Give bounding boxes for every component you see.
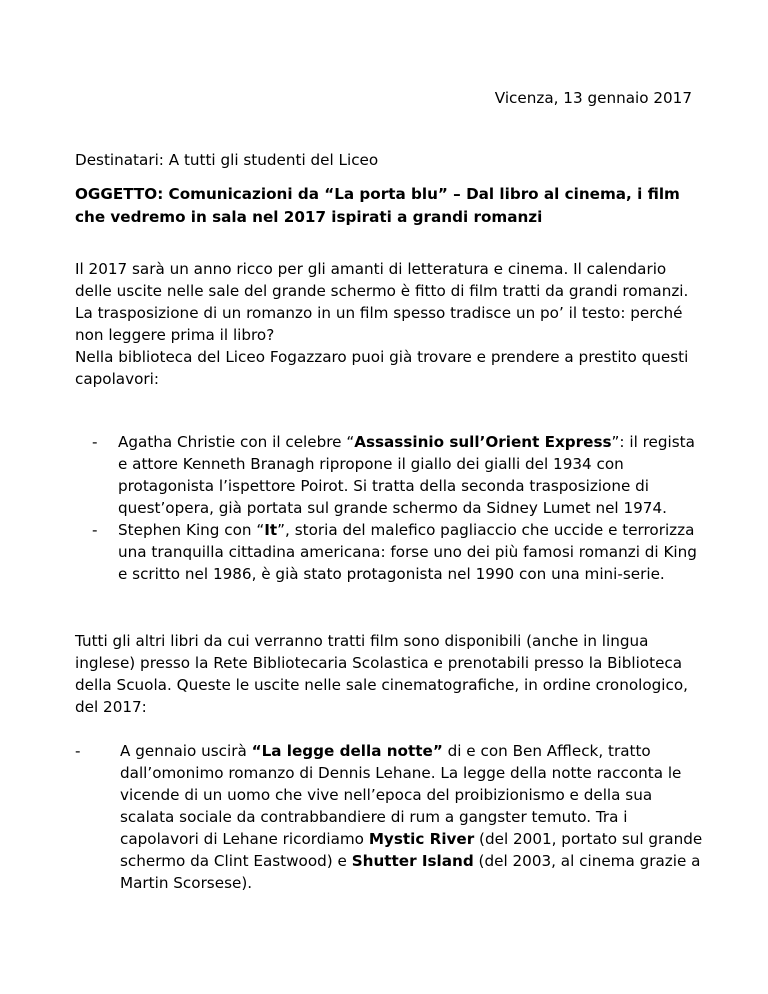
film-title: “La legge della notte” bbox=[251, 742, 443, 760]
list-item-text: A gennaio uscirà bbox=[120, 742, 252, 760]
book-title: Mystic River bbox=[368, 830, 475, 848]
list-item-text: di e con Ben Affleck, tratto dall’omonimo romanzo di Dennis Lehane. La legge della notte racconta le vicende di un uomo che vive nell’epoca del proibizionismo e della sua scalata sociale da contrabbandiere di rum a gangster temuto. Tra i capolavori di Lehane ricordiamo bbox=[120, 742, 682, 848]
list-bullet: - bbox=[75, 742, 81, 760]
list-item bbox=[75, 431, 703, 519]
book-title: It bbox=[264, 521, 278, 539]
recipients-line: Destinatari: A tutti gli studenti del Liceo bbox=[75, 151, 379, 169]
list-bullet: - bbox=[92, 433, 98, 451]
list-item-text: ”, storia del malefico pagliaccio che uccide e terrorizza una tranquilla cittadina americana: forse uno dei più famosi romanzi di King e scritto nel 1986, è già stato protagonista nel 1990 con una mini-serie. bbox=[118, 521, 697, 583]
book-title: Assassinio sull’Orient Express bbox=[354, 433, 612, 451]
subject-line: OGGETTO: Comunicazioni da “La porta blu” – Dal libro al cinema, i film che vedremo in sala nel 2017 ispirati a grandi romanzi bbox=[75, 185, 680, 226]
book-title: Shutter Island bbox=[351, 852, 474, 870]
list-item-text: Agatha Christie con il celebre “ bbox=[118, 433, 355, 451]
list-item bbox=[75, 740, 703, 894]
list-item-text: (del 2003, al cinema grazie a Martin Scorsese). bbox=[120, 852, 701, 892]
list-item bbox=[75, 519, 703, 585]
intro-paragraph bbox=[75, 258, 703, 390]
availability-paragraph: Tutti gli altri libri da cui verranno tratti film sono disponibili (anche in lingua inglese) presso la Rete Bibliotecaria Scolastica e prenotabili presso la Biblioteca della Scuola. Queste le uscite nelle sale cinematografiche, in ordine cronologico, del 2017: bbox=[75, 632, 688, 716]
library-books-list bbox=[75, 431, 703, 585]
list-item-text: ”: il regista e attore Kenneth Branagh ripropone il giallo dei gialli del 1934 con protagonista l’ispettore Poirot. Si tratta della seconda trasposizione di quest’opera, già portata sul grande schermo da Sidney Lumet nel 1974. bbox=[118, 433, 695, 517]
list-bullet: - bbox=[92, 521, 98, 539]
intro-text: Il 2017 sarà un anno ricco per gli amanti di letteratura e cinema. Il calendario delle uscite nelle sale del grande schermo è fitto di film tratti da grandi romanzi. La trasposizione di un romanzo in un film spesso tradisce un po’ il testo: perché non leggere prima il libro? bbox=[75, 260, 689, 344]
library-intro-text: Nella biblioteca del Liceo Fogazzaro puoi già trovare e prendere a prestito questi capolavori: bbox=[75, 348, 689, 388]
list-item-text: (del 2001, portato sul grande schermo da Clint Eastwood) e bbox=[120, 830, 703, 870]
letter-date: Vicenza, 13 gennaio 2017 bbox=[494, 89, 692, 107]
list-item-text: Stephen King con “ bbox=[118, 521, 265, 539]
release-list bbox=[75, 740, 703, 894]
